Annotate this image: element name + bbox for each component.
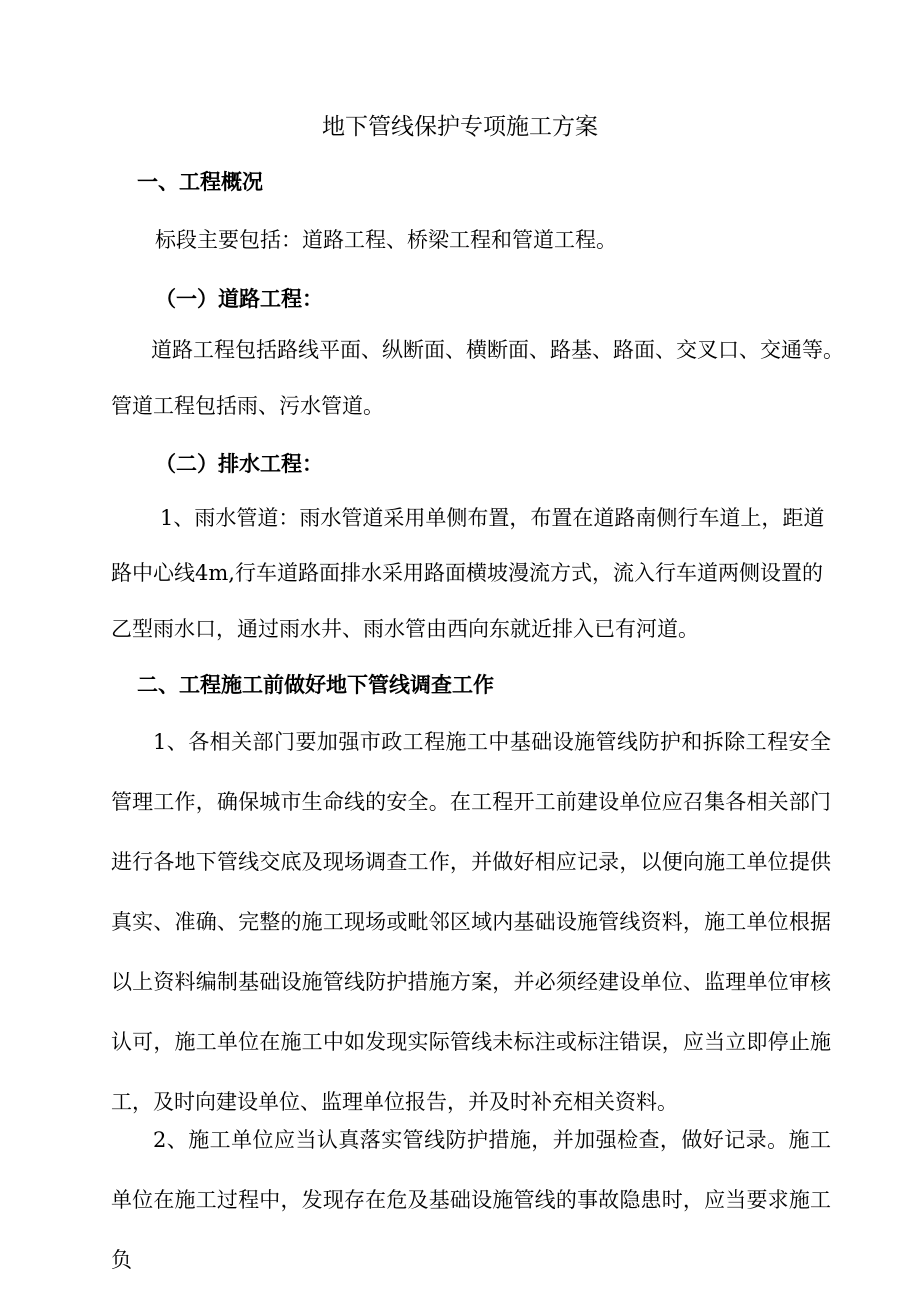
road-line-1: 道路工程包括路线平面、纵断面、横断面、路基、路面、交叉口、交通等。	[151, 338, 844, 362]
subsection-heading-road: （一）道路工程：	[155, 286, 323, 311]
document-title: 地下管线保护专项施工方案	[322, 114, 598, 140]
subsection-heading-drainage: （二）排水工程：	[155, 451, 323, 476]
paragraph-survey-1: 1、各相关部门要加强市政工程施工中基础设施管线防护和拆除工程安全管理工作，确保城市生命线的安全。在工程开工前建设单位应召集各相关部门进行各地下管线交底及现场调查工作，并做好相应记录，以便向施工单位提供真实、准确、完整的施工现场或毗邻区域内基础设施管线资料，施工单位根据以上资料编制基础设施管线防护措施方案，并必须经建设单位、监理单位审核认可，施工单位在施工中如发现实际管线未标注或标注错误，应当立即停止施工，及时向建设单位、监理单位报告，并及时补充相关资料。	[111, 730, 831, 1114]
section-heading-survey: 二、工程施工前做好地下管线调查工作	[137, 672, 494, 697]
intro-line: 标段主要包括：道路工程、桥梁工程和管道工程。	[155, 228, 617, 252]
paragraph-survey-2: 2、施工单位应当认真落实管线防护措施，并加强检查，做好记录。施工单位在施工过程中，发现存在危及基础设施管线的事故隐患时，应当要求施工负	[111, 1128, 831, 1272]
road-line-2: 管道工程包括雨、污水管道。	[111, 394, 384, 418]
section-heading-overview: 一、工程概况	[137, 169, 263, 194]
drainage-line-1: 1、雨水管道：雨水管道采用单侧布置，布置在道路南侧行车道上，距道	[160, 506, 825, 530]
drainage-line-3: 乙型雨水口，通过雨水井、雨水管由西向东就近排入已有河道。	[111, 617, 699, 641]
drainage-line-2: 路中心线4m,行车道路面排水采用路面横坡漫流方式，流入行车道两侧设置的	[111, 561, 823, 585]
